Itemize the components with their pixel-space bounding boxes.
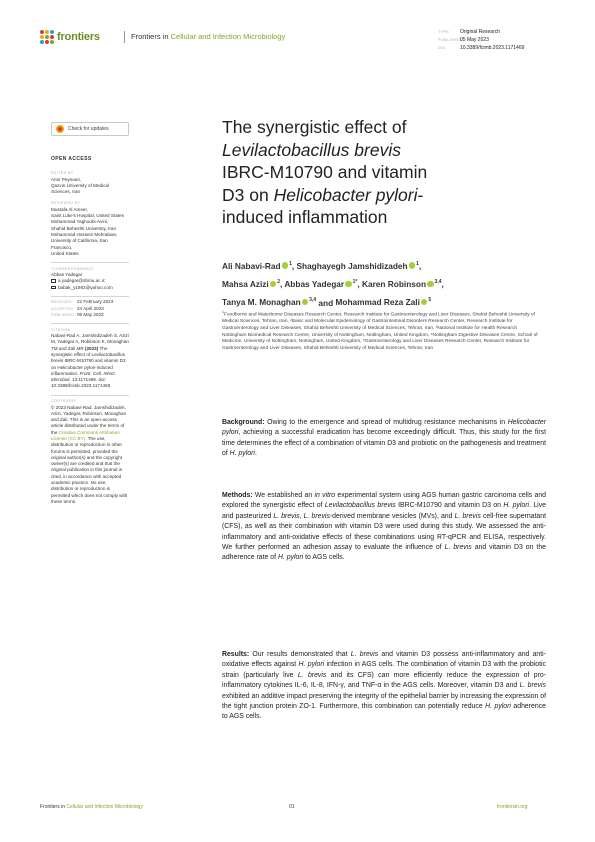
footer-journal-prefix: Frontiers in <box>40 804 66 810</box>
check-for-updates-button[interactable] <box>51 122 129 136</box>
affil-marker: 1 <box>222 310 224 314</box>
author-sup: 5 <box>428 297 432 304</box>
published-value: 05 May 2023 <box>460 37 489 43</box>
author-sup: 1 <box>289 261 292 267</box>
species-name: H. pylori <box>485 703 511 711</box>
species-name: Helicobacter pylori <box>222 419 546 437</box>
species-name: Levilactobacillus brevis <box>324 502 396 510</box>
section-heading: Methods: <box>222 492 253 499</box>
reviewer-line: Mustafa Al Ameer, <box>51 206 89 212</box>
abstract-text: -derived membrane vesicles (MVs), and <box>329 512 455 520</box>
orcid-icon[interactable] <box>427 281 434 288</box>
received-date: 22 February 2023 <box>77 299 114 305</box>
species-name: L. brevis <box>350 651 379 658</box>
email-link-2[interactable]: babak_y1983@yahoo.com <box>58 284 113 290</box>
received-label: RECEIVED <box>51 300 72 305</box>
reviewed-by-section <box>51 200 129 257</box>
author-text: Shaghayegh Jamshidizadeh <box>296 260 408 271</box>
title-line: The synergistic effect of <box>222 117 407 137</box>
edited-by-label: EDITED BY <box>51 171 74 176</box>
author-name[interactable] <box>222 297 316 307</box>
check-for-updates-icon <box>56 125 64 133</box>
citation-authors: Nabavi-Rad A, Jamshidizadeh S, Azizi M, Yadegar A, Robinson K, Monaghan TM and Zali MR <box>51 333 129 351</box>
abstract-text: . Live and pasteurized <box>222 502 546 520</box>
title-text: D3 on <box>222 184 274 205</box>
citation-volume: 13:1171469. <box>71 377 98 383</box>
reviewer-line: Saint Luke's Hospital, United States <box>51 213 124 219</box>
reviewer-line: Shahid Beheshti University, Iran <box>51 225 117 231</box>
type-value: Original Research <box>460 29 501 35</box>
copyright-post: The use, distribution or reproduction in other forums is permitted, provided the original author(s) and the copyright owner(s) are credited and that the original publication in this journal is cited, in accordance with accepted academic practice. No use, distribution or reproduction is permitted which does not comply with these terms. <box>51 435 128 504</box>
accepted-label: ACCEPTED <box>51 306 73 311</box>
abstract-text: Our results demonstrated that <box>249 651 351 658</box>
author-sup: 3,4 <box>434 279 442 286</box>
orcid-icon[interactable] <box>282 262 289 269</box>
section-heading: Results: <box>222 651 250 658</box>
reviewer-line: University of California, San Francisco, <box>51 238 108 250</box>
reviewer-line: Mohammad Hossein Mehrabian, <box>51 231 118 237</box>
author-sep: , <box>418 260 422 271</box>
abstract-methods <box>222 491 546 564</box>
author-text: Mohammad Reza Zali <box>335 297 420 308</box>
title-species: Helicobacter pylori <box>273 184 418 205</box>
abstract-text: Owing to the emergence and spread of multidrug resistance mechanisms in <box>264 419 508 426</box>
title-line: Levilactobacillus brevis <box>222 139 401 160</box>
reviewer-line: Mohammad Yaghoubi-Avini, <box>51 219 109 225</box>
species-name: L. brevis <box>454 512 481 520</box>
author-name[interactable] <box>222 261 292 271</box>
correspondence-section <box>51 266 129 291</box>
author-sup: 2 <box>277 279 280 286</box>
abstract-text: infection in AGS cells. The combination of vitamin D3 with the probiotic strain (particularly live <box>222 661 546 679</box>
edited-by-section <box>51 170 129 195</box>
title-line <box>222 184 542 207</box>
check-for-updates-label: Check for updates <box>68 126 109 132</box>
species-name: H. pylori <box>298 661 325 669</box>
type-label: TYPE <box>438 30 450 34</box>
orcid-icon[interactable] <box>302 299 309 306</box>
sidebar-divider <box>51 262 129 263</box>
journal-name: Cellular and Infection Microbiology <box>170 32 286 41</box>
author-name[interactable] <box>362 279 442 289</box>
species-name: L. brevis <box>273 512 300 520</box>
abstract-text: We established an <box>252 492 315 499</box>
editor-affiliation: Qazvin University of Medical Sciences, Iran <box>51 182 109 195</box>
orcid-icon[interactable] <box>421 299 428 306</box>
mail-icon <box>51 286 56 290</box>
citation-year: (2023) <box>84 345 99 351</box>
abstract-text: exhibited an additive impact preserving the integrity of the epithelial barrier by increasing the expression of the tight junction protein ZO-1. Furthermore, this combination can potentially reduce <box>222 692 546 711</box>
abstract-text: , <box>299 512 304 520</box>
copyright-label: COPYRIGHT <box>51 399 76 404</box>
article-sidebar <box>51 156 129 510</box>
journal-prefix: Frontiers in <box>131 32 169 41</box>
abstract-results <box>222 650 546 723</box>
article-meta <box>438 28 524 52</box>
author-sup: 3,4 <box>309 297 317 304</box>
correspondence-name: Abbas Yadegar <box>51 271 83 277</box>
footer-journal-name: Cellular and Infection Microbiology <box>66 804 143 810</box>
footer-site-link[interactable]: frontiersin.org <box>497 804 528 810</box>
sidebar-divider <box>51 323 129 324</box>
citation-journal: Front. Cell. Infect. Microbiol. <box>51 370 116 383</box>
published-label: PUBLISHED <box>51 312 75 317</box>
abstract-background <box>222 418 546 460</box>
title-text: - <box>417 184 424 205</box>
citation-section <box>51 327 129 390</box>
author-sep: , <box>441 279 444 290</box>
abstract-text: and vitamin D3 on the adherence rate of <box>222 544 546 562</box>
section-heading: Background: <box>222 419 265 426</box>
author-text: Karen Robinson <box>361 279 427 290</box>
mail-icon <box>51 279 56 283</box>
affiliations <box>222 309 540 353</box>
author-name[interactable] <box>296 261 418 271</box>
citation-text <box>51 333 129 390</box>
orcid-icon[interactable] <box>345 281 352 288</box>
author-name[interactable] <box>336 297 432 307</box>
abstract-text: cell-free supernatant (CFS), as well as their combination with vitamin D3 were used during this study. We assessed the anti-inflammatory and anti-oxidative effects of these combinations using RT-qPCR and ELISA, respectively. We further performed an adhesion assay to evaluate the influence of <box>222 512 546 552</box>
reviewer-line: United States <box>51 250 79 256</box>
reviewed-by-label: REVIEWED BY <box>51 201 81 206</box>
author-sep: , <box>357 279 362 290</box>
author-sep: , <box>291 260 297 271</box>
journal-header[interactable] <box>131 32 285 41</box>
species-name: L. brevis <box>519 682 546 690</box>
abstract-text: and vitamin D3 possess anti-inflammatory and anti-oxidative effects against <box>222 651 546 669</box>
species-name: H. pylori <box>503 502 530 510</box>
sidebar-divider <box>51 296 129 297</box>
author-name[interactable] <box>222 279 280 289</box>
abstract-text: to AGS cells. <box>303 554 345 562</box>
author-sep: and <box>316 297 336 308</box>
author-text: Mahsa Azizi <box>222 279 269 290</box>
author-sup: 1 <box>416 261 419 267</box>
copyright-section <box>51 398 129 505</box>
frontiers-logo-icon <box>40 30 54 44</box>
dates-section <box>51 299 129 318</box>
page-number: 01 <box>289 804 295 810</box>
orcid-icon[interactable] <box>270 281 277 288</box>
abstract-text: . <box>254 450 257 458</box>
doi-label: DOI <box>438 46 446 50</box>
email-link-1[interactable]: a.yadegar@sbmu.ac.ir; <box>58 278 106 284</box>
citation-doi[interactable]: doi: 10.3389/fcimb.2023.1171469 <box>51 377 111 389</box>
orcid-icon[interactable] <box>409 262 416 269</box>
affiliations-text: Foodborne and Waterborne Diseases Research Center, Research Institute for Gastroenterology and Liver Diseases, Shahid Beheshti University of Medical Sciences, Tehran, Iran, ²Basic and Molecular Epidemiology of Gastrointestinal Disorders Research Center, Research Institute for Gastroenterology and Liver Diseases, Shahid Beheshti University of Medical Sciences, Tehran, Iran, ³National Institute for Health Research Nottingham Biomedical Research Centre, University of Nottingham, Nottingham, United Kingdom, ⁴Nottingham Digestive Diseases Centre, School of Medicine, University of Nottingham, Nottingham, United Kingdom, ⁵Gastroenterology and Liver Diseases Research Center, Research Institute for Gastroenterology and Liver Diseases, Shahid Beheshti University of Medical Sciences, Tehran, Iran <box>222 312 538 352</box>
title-line: IBRC-M10790 and vitamin <box>222 162 428 182</box>
species-name: H. pylori <box>229 450 255 458</box>
species-name: L. brevis <box>444 544 472 552</box>
author-list <box>222 256 532 311</box>
citation-label: CITATION <box>51 327 71 332</box>
author-sup: 1* <box>352 279 358 286</box>
species-name: L. brevis <box>297 671 327 679</box>
author-text: Abbas Yadegar <box>284 279 345 290</box>
author-text: Ali Nabavi-Rad <box>222 260 281 271</box>
species-name: in vitro <box>314 492 336 499</box>
editor-name: Amir Peymani, <box>51 176 81 182</box>
title-line: induced inflammation <box>222 207 388 227</box>
abstract-text: IBRC-M10790 and vitamin D3 on <box>395 502 504 510</box>
author-sep: , <box>280 279 285 290</box>
citation-title: The synergistic effect of Levilactobacillus brevis IBRC-M10790 and vitamin D3 on Helicobacter pylori-induced inflammation. <box>51 345 126 376</box>
frontiers-logo[interactable] <box>40 30 100 44</box>
abstract-text: and its CFS) can more efficiently reduce the expression of pro-inflammatory cytokines IL-6, IL-8, IFN-γ, and TNF-α in the AGS cells. Moreover, vitamin D3 and <box>222 671 546 690</box>
doi-link[interactable]: 10.3389/fcimb.2023.1171469 <box>460 45 525 51</box>
cc-by-license-link[interactable]: Creative Commons Attribution License (CC BY). <box>51 429 120 441</box>
abstract-text: adherence to AGS cells. <box>222 703 546 721</box>
published-date: 05 May 2023 <box>77 311 104 317</box>
footer-journal[interactable] <box>40 804 143 810</box>
accepted-date: 24 April 2023 <box>77 305 104 311</box>
copyright-text <box>51 405 129 506</box>
abstract-text: , achieving a successful eradication has become exceedingly difficult. Thus, this study for the first time determines the effect of a combination of vitamin D3 and probiotic on the pathogenesis and treatment of <box>222 429 546 458</box>
author-text: Tanya M. Monaghan <box>222 297 301 308</box>
author-name[interactable] <box>284 279 357 289</box>
published-label: PUBLISHED <box>438 38 463 42</box>
logo-text: frontiers <box>57 31 100 43</box>
copyright-pre: © 2023 Nabavi-Rad, Jamshidizadeh, Azizi, Yadegar, Robinson, Monaghan and Zali. This is an open-access article distributed under the terms of the <box>51 404 127 435</box>
article-title <box>222 116 542 229</box>
open-access-label: OPEN ACCESS <box>51 156 92 162</box>
correspondence-label: *CORRESPONDENCE <box>51 266 95 271</box>
sidebar-divider <box>51 395 129 396</box>
species-name: H. pylori <box>277 554 304 562</box>
abstract-text: experimental system using AGS human gastric carcinoma cells and explored the synergistic effect of <box>222 492 547 510</box>
header-divider <box>124 31 125 43</box>
species-name: L. brevis <box>303 512 330 520</box>
